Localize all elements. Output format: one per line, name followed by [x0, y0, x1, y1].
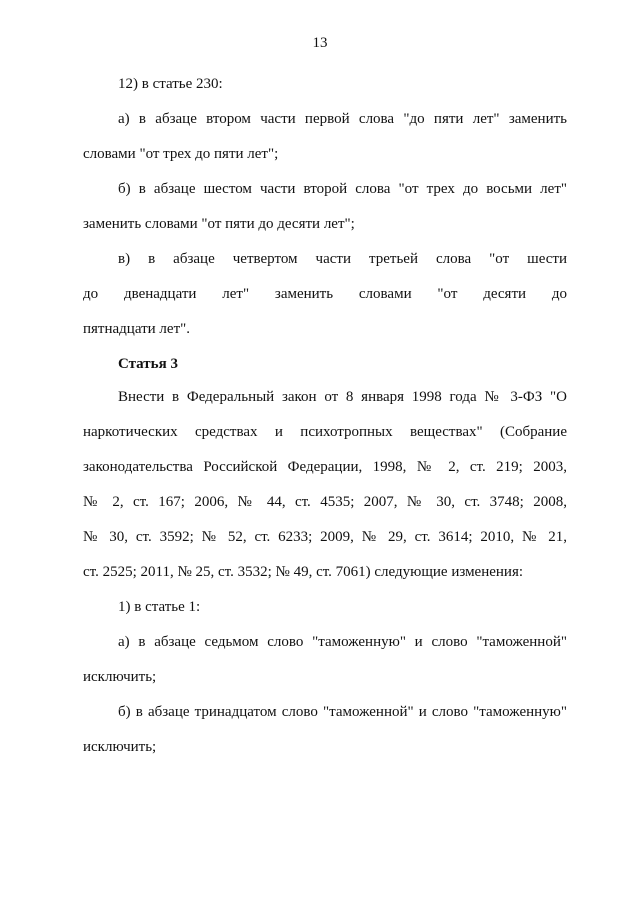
paragraph-line: № 2, ст. 167; 2006, № 44, ст. 4535; 2007, № 30, ст. 3748; 2008,	[83, 494, 567, 510]
paragraph-line: до двенадцати лет" заменить словами "от десяти до	[83, 286, 567, 302]
paragraph-line: б) в абзаце тринадцатом слово "таможенной" и слово "таможенную"	[118, 704, 567, 720]
paragraph-line: словами "от трех до пяти лет";	[83, 146, 279, 162]
paragraph-line: пятнадцати лет".	[83, 321, 190, 337]
list-item-12: 12) в статье 230:	[118, 76, 223, 92]
paragraph-line: б) в абзаце шестом части второй слова "от трех до восьми лет"	[118, 181, 567, 197]
paragraph-line: Внести в Федеральный закон от 8 января 1998 года № 3-ФЗ "О	[118, 389, 567, 405]
list-item-1: 1) в статье 1:	[118, 599, 201, 615]
paragraph-line: ст. 2525; 2011, № 25, ст. 3532; № 49, ст. 7061) следующие изменения:	[83, 564, 524, 580]
page-number: 13	[312, 35, 328, 51]
paragraph-line: а) в абзаце втором части первой слова "до пяти лет" заменить	[118, 111, 567, 127]
article-heading: Статья 3	[118, 356, 178, 372]
paragraph-line: исключить;	[83, 739, 157, 755]
paragraph-line: № 30, ст. 3592; № 52, ст. 6233; 2009, № 29, ст. 3614; 2010, № 21,	[83, 529, 567, 545]
paragraph-line: исключить;	[83, 669, 157, 685]
paragraph-line: наркотических средствах и психотропных веществах" (Собрание	[83, 424, 567, 440]
paragraph-line: а) в абзаце седьмом слово "таможенную" и слово "таможенной"	[118, 634, 567, 650]
paragraph-line: в) в абзаце четвертом части третьей слова "от шести	[118, 251, 567, 267]
paragraph-line: заменить словами "от пяти до десяти лет";	[83, 216, 355, 232]
paragraph-line: законодательства Российской Федерации, 1998, № 2, ст. 219; 2003,	[83, 459, 567, 475]
